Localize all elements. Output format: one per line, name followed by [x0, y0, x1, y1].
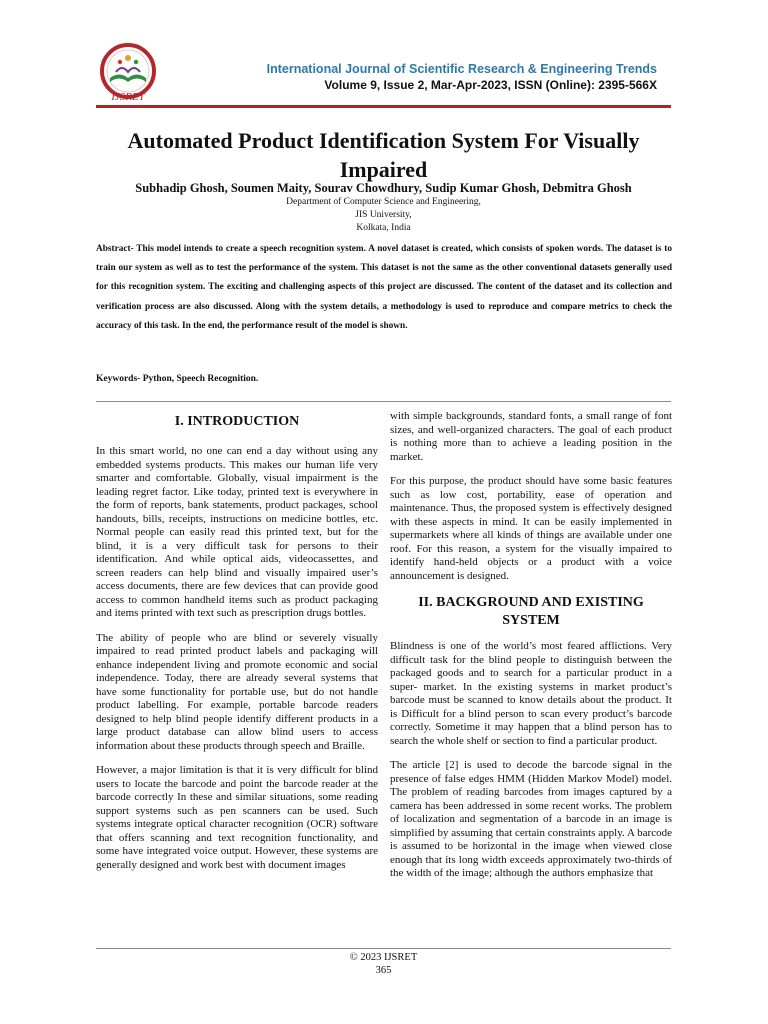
copyright: © 2023 IJSRET	[349, 952, 418, 963]
body-paragraph: In this smart world, no one can end a day without using any embedded systems products. This makes our human life very smarter and comfortable. Globally, visual impairment is the leading regret factor. Like today, printed text is everywhere in the form of reports, bank statements, product packages, school handouts, bills, receipts, instructions on medicine bottles, etc. Normal people can easily read this printed text, but for the blind, it is a very difficult task for persons to their identification. And while optical aids, videocassettes, and screen readers can help blind and visually impaired user’s access documents, there are few devices that can provide good access to common handheld items such as product packaging and items printed with text such as prescription drugs bottles.	[96, 445, 378, 619]
body-paragraph: For this purpose, the product should have some basic features such as low cost, portability, ease of operation and maintenance. Thus, the proposed system is effectively designed with these aspects in mind. It can be easily implemented in supermarkets where all kinds of things are available under one roof. For this reason, a system for the visually impaired to identify hand-held objects or a product with a voice announcement is designed.	[390, 475, 672, 582]
left-column	[96, 410, 378, 883]
page-number: 365	[375, 965, 392, 976]
affiliation-line: JIS University,	[355, 210, 412, 220]
body-paragraph: with simple backgrounds, standard fonts, a small range of font sizes, and well-organized characters. The goal of each product is nothing more than to achieve a leading position in the market.	[390, 410, 672, 463]
keywords: Keywords- Python, Speech Recognition.	[96, 374, 259, 384]
section-heading-introduction: I. INTRODUCTION	[174, 414, 300, 429]
journal-header	[0, 0, 768, 110]
paper-authors: Subhadip Ghosh, Soumen Maity, Sourav Chowdhury, Sudip Kumar Ghosh, Debmitra Ghosh	[135, 181, 632, 195]
paper-title: Automated Product Identification System For Visually Impaired	[127, 128, 640, 182]
journal-name: International Journal of Scientific Research & Engineering Trends	[266, 62, 657, 76]
section-divider	[96, 401, 671, 402]
abstract: Abstract- This model intends to create a speech recognition system. A novel dataset is created, which consists of spoken words. The dataset is to train our system as well as to test the performance of the system. This dataset is not the same as the other conventional datasets generally used for this recognition system. The exciting and challenging aspects of this project are discussed. The content of the dataset and its collection and verification process are also discussed. Along with the system details, a methodology is used to reproduce and compare metrics to check the accuracy of this task. In the end, the performance result of the model is shown.	[96, 244, 672, 331]
right-column	[390, 410, 672, 892]
body-paragraph: The article [2] is used to decode the barcode signal in the presence of false edges HMM (Hidden Markov Model) model. The problem of reading barcodes from images captured by a camera has been addressed in some recent works. The problem of localization and segmentation of a barcode in an image is simplified by assuming that certain constraints apply. A barcode is assumed to be horizontal in the image when viewed close enough that its long width exceeds approximately two-thirds of the width of the image; although the authors emphasize that	[390, 759, 672, 879]
body-paragraph: However, a major limitation is that it is very difficult for blind users to locate the barcode and point the barcode reader at the barcode correctly In these and similar situations, some reading support systems such as pen scanners can be used. Such systems integrate optical character recognition (OCR) software that offers scanning and text recognition functionality, and some have integrated voice output. However, these systems are generally designed and work best with document images	[96, 764, 378, 871]
journal-logo	[96, 42, 166, 104]
section-heading-background: II. BACKGROUND AND EXISTING SYSTEM	[418, 595, 644, 628]
journal-volume-line: Volume 9, Issue 2, Mar-Apr-2023, ISSN (Online): 2395-566X	[324, 78, 657, 92]
svg-text:IJSRET: IJSRET	[111, 91, 145, 103]
affiliation-line: Kolkata, India	[356, 223, 411, 233]
footer-divider	[96, 948, 671, 949]
journal-logo-icon	[96, 42, 166, 104]
page-footer	[96, 951, 671, 977]
header-divider	[96, 105, 671, 108]
affiliation	[96, 196, 671, 235]
affiliation-line: Department of Computer Science and Engineering,	[286, 197, 481, 207]
body-paragraph: Blindness is one of the world’s most feared afflictions. Very difficult task for the blind people to distinguish between the packaged goods and to search for a particular product in a super- market. In the existing systems in market product’s barcode must be scanned to know details about the product. It is Difficult for a blind person to scan every product’s barcode correctly. Sometime it may happen that a blind person has to search the whole shelf or section to find a particular product.	[390, 640, 672, 747]
body-paragraph: The ability of people who are blind or severely visually impaired to read printed product labels and packaging will enhance independent living and promote economic and social independence. Today, there are already several systems that have some functionality for portable use, but do not handle product labelling. For example, portable barcode readers designed to help blind people identify different products in a large product database can allow blind users to access information about these products through speech and Braille.	[96, 631, 378, 752]
